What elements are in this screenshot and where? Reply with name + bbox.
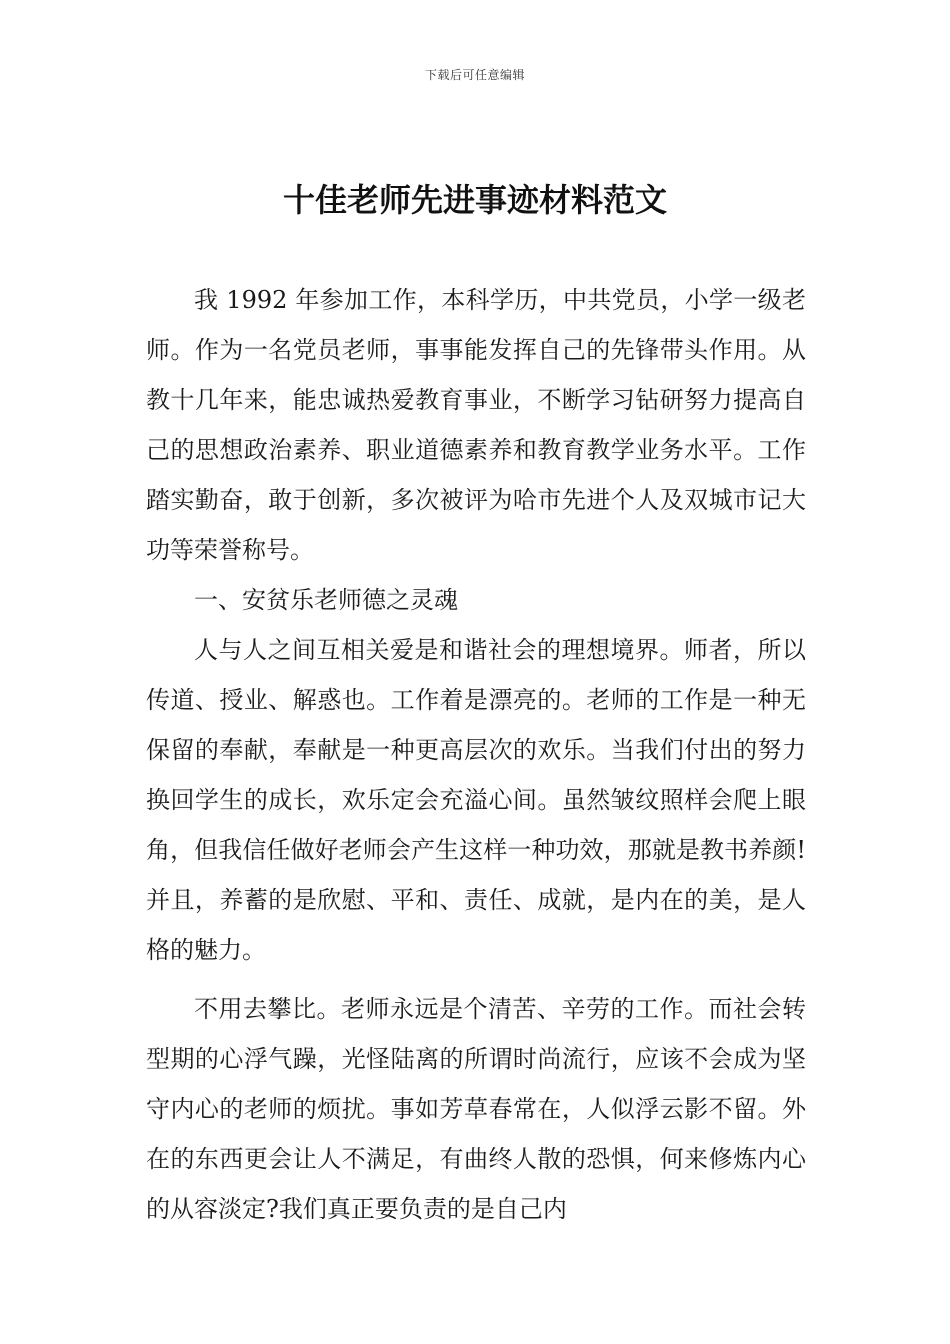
document-title: 十佳老师先进事迹材料范文 <box>282 181 667 219</box>
paragraph-section-1: 人与人之间互相关爱是和谐社会的理想境界。师者，所以传道、授业、解惑也。工作着是漂亮的。老师的工作是一种无保留的奉献，奉献是一种更高层次的欢乐。当我们付出的努力换回学生的成长，欢乐定会充溢心间。虽然皱纹照样会爬上眼角，但我信任做好老师会产生这样一种功效，那就是教书养颜!并且，养蓄的是欣慰、平和、责任、成就，是内在的美，是人格的魅力。 <box>146 636 806 964</box>
document-body <box>146 275 806 1234</box>
section-heading: 一、安贫乐老师德之灵魂 <box>194 586 458 614</box>
header-note: 下载后可任意编辑 <box>424 68 525 82</box>
paragraph-intro: 我 1992 年参加工作，本科学历，中共党员，小学一级老师。作为一名党员老师，事事能发挥自己的先锋带头作用。从教十几年来，能忠诚热爱教育事业，不断学习钻研努力提高自己的思想政治素养、职业道德素养和教育教学业务水平。工作踏实勤奋，敢于创新，多次被评为哈市先进个人及双城市记大功等荣誉称号。 <box>146 286 806 564</box>
paragraph-section-2: 不用去攀比。老师永远是个清苦、辛劳的工作。而社会转型期的心浮气躁，光怪陆离的所谓时尚流行，应该不会成为坚守内心的老师的烦扰。事如芳草春常在，人似浮云影不留。外在的东西更会让人不满足，有曲终人散的恐惧，何来修炼内心的从容淡定?我们真正要负责的是自己内 <box>146 995 806 1223</box>
